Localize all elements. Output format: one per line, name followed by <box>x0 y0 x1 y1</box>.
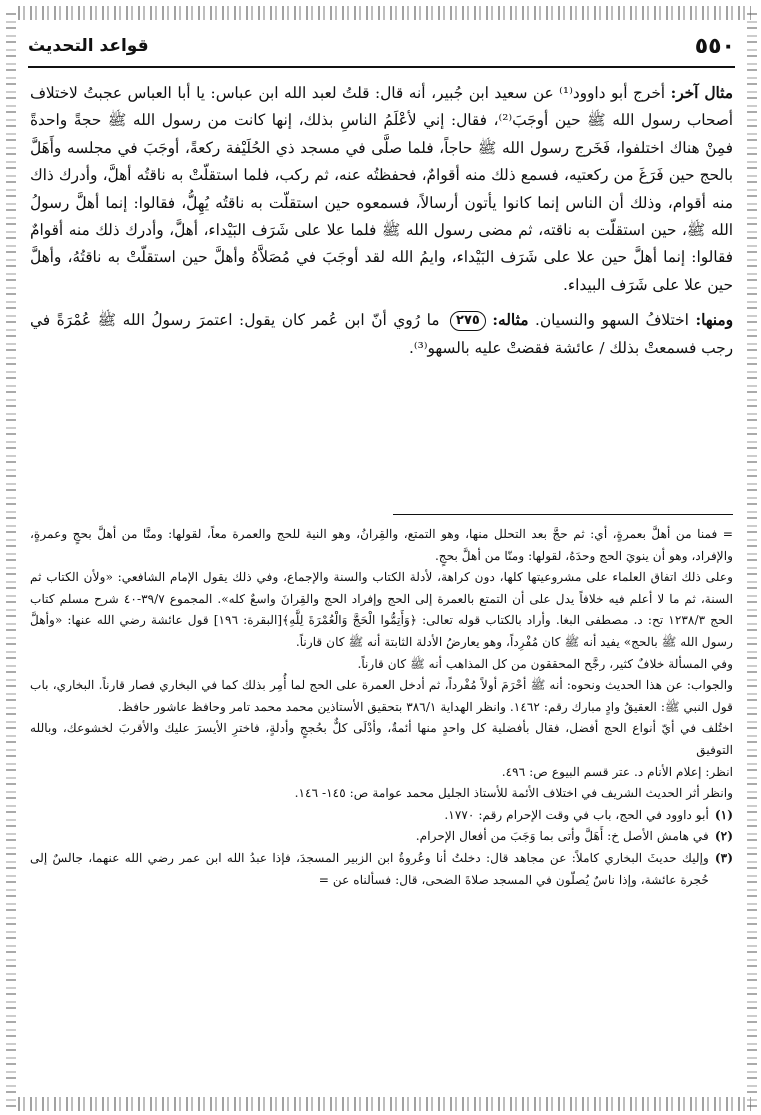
footnote-text: وإليك حديثَ البخاري كاملاً: عن مجاهد قال: دخلتُ أنا وعُروةُ ابن الزبير المسجدَ، فإذا عبدُ الله ابن عمر رضي الله عنهما، جالسٌ إلى حُجرة عائشة، وإذا ناسٌ يُصلّون في المسجد صلاةَ الضحى، قال: فسألناه عن = <box>30 850 709 887</box>
example-text-2: ما رُوي أنّ ابن عُمر كان يقول: اعتمرَ رسولُ الله ﷺ عُمْرَةً في رجب فسمعتْ بذلك / عائشة فقضتْ عليه بالسهو⁽³⁾. <box>30 311 733 357</box>
margin-marker: ٢٧٥ <box>450 311 486 331</box>
footnote-continuation: = فمنا من أهلَّ بعمرةٍ، أي: ثم حجَّ بعد التحلل منها، وهو التمتع، والقِرانُ، وهو النية للحج والعمرة معاً، لقولها: ومنَّا من أهلَّ بحجٍ وعمرةٍ، والإفراد، وهو أن ينويَ الحج وحدَهُ، لقولها: ومنّا من أهلَّ بحجٍ. <box>30 527 733 563</box>
section-label: ومنها: <box>695 311 733 330</box>
example-text: أخرج أبو داوود⁽¹⁾ عن سعيد ابن جُبير، أنه قال: قلتُ لعبد الله ابن عباس: يا أبا العباس عجبتُ لاختلاف أصحاب رسول الله ﷺ حين أوجَبَ⁽²⁾، فقال: إني لأعْلَمُ الناسِ بذلك، إنها كانت من رسول الله ﷺ حجةً واحدةً فمِنْ هناك اختلفوا، فَخَرج رسول الله ﷺ حاجاً، فلما صلَّى في مسجد ذي الحُلَيْفة ركعةً، أوجَبَ في مجلسه وأَهَلَّ بالحج حين فَرَغَ من ركعتيه، فسمع ذلك منه أقوامٌ، فحفظتُه عنه، ثم ركب، فلما استقلّتْ به ناقتُه أهلَّ، وأدرك ذاك منه أقوام، وذلك أن الناس إنما كانوا يأتون أرسالاً، فسمعوه حين استقلّت به ناقتُه يُهِلُّ، فقالوا: إنما أهلَّ رسولُ الله ﷺ، حين استقلّت به ناقته، ثم مضى رسول الله ﷺ فلما علا على شَرَف البَيْداء، أهلَّ، وأدرك ذلك منه أقوامٌ فقالوا: إنما أهلَّ حين علا على شَرَف البَيْداء، وايمُ الله لقد أوجَبَ في مُصَلاَّهُ وأهلَّ حين استقلّتْ به ناقتُهُ، وأهلَّ حين علا على شَرَف البيداء. <box>30 84 733 294</box>
footnote-continuation: اختُلف في أيّ أنواع الحج أفضل، فقال بأفضلية كل واحدٍ منها أئمةٌ، وأدْلَى كلٌّ بحُججٍ وأدلةٍ، فاخترِ الأيسرَ عليك والأقربَ لخشوعك، وبالله التوفيق <box>30 721 733 757</box>
footnotes <box>30 524 733 891</box>
footnote-continuation: وفي المسألة خلافٌ كثير، رجَّح المحققون من كل المذاهب أنه ﷺ كان قارناً. <box>357 656 733 671</box>
page-header <box>28 34 735 68</box>
footnote-item <box>30 848 733 891</box>
paragraph-forgetfulness <box>30 307 733 362</box>
footnote-number: (١) <box>714 807 733 822</box>
footnote-number: (٢) <box>714 829 733 844</box>
example-label: مثال آخر: <box>670 84 733 102</box>
footnote-continuation: وعلى ذلك اتفاق العلماء على مشروعيتها كلها، دون كراهة، لأدلة الكتاب والسنة والإجماع، وفي ذلك يقول الإمام الشافعي: «ولأن الكتاب ثم السنة، ثم ما لا أعلم فيه خلافاً يدل على أن التمتع بالعمرة إلى الحج وإفراد الحج والقِرانَ واسعٌ كله». المجموع ٣٩/٧-٤٠ شرح مسلم كتاب الحج ١٢٣٨/٣ تح: د. مصطفى البغا. وأراد بالكتاب قوله تعالى: ﴿وَأَتِمُّوا الْحَجَّ وَالْعُمْرَةَ لِلَّهِ﴾[البقرة: ١٩٦] قول عائشة رضي الله عنها: «وأهلَّ رسول الله ﷺ بالحج» يفيد أنه ﷺ كان مُفْرِداً، وهو يعارضُ الأدلة الثابتة أنه ﷺ كان قارناً. <box>30 570 733 649</box>
running-title: قواعد التحديث <box>28 36 149 56</box>
section-text: اختلافُ السهو والنسيان. <box>534 311 689 330</box>
footnote-text: أبو داوود في الحج، باب في وقت الإحرام رقم: ١٧٧٠. <box>444 807 709 822</box>
header-rule <box>28 66 735 68</box>
decorative-border-right <box>747 10 757 1107</box>
decorative-border-left <box>6 10 16 1107</box>
footnote-number: (٣) <box>714 850 733 865</box>
footnote-item <box>30 826 733 848</box>
decorative-border-bottom <box>18 1097 751 1111</box>
example-label-2: مثاله: <box>492 311 529 330</box>
footnote-continuation: وانظر أثر الحديث الشريف في اختلاف الأئمة للأستاذ الجليل محمد عوامة ص: ١٤٥- ١٤٦. <box>294 786 733 801</box>
footnote-separator <box>393 514 733 515</box>
paragraph-example <box>30 80 733 299</box>
decorative-border-top <box>18 6 751 20</box>
footnote-continuation: انظر: إعلام الأنام د. عتر قسم البيوع ص: ٤٩٦. <box>501 764 733 779</box>
footnote-continuation: والجواب: عن هذا الحديث ونحوه: أنه ﷺ أحْرَمَ أولاً مُفْرداً، ثم أدخل العمرة على الحج لما أُمِر بذلك كما في البخاري فصار قارناً. البخاري، باب قول النبي ﷺ: العقيقُ وادٍ مبارك رقم: ١٤٦٢. وانظر الهداية ٣٨٦/١ بتحقيق الأستاذين محمد محمد تامر وحافظ عاشور حافظ. <box>30 678 733 714</box>
footnote-item <box>30 805 733 827</box>
footnote-text: في هامش الأصل خ: أَهَلَّ وأتى بما وَجَبَ من أفعال الإحرام. <box>415 829 709 844</box>
page-number: ٥٥٠ <box>694 34 735 59</box>
main-text <box>30 80 733 362</box>
